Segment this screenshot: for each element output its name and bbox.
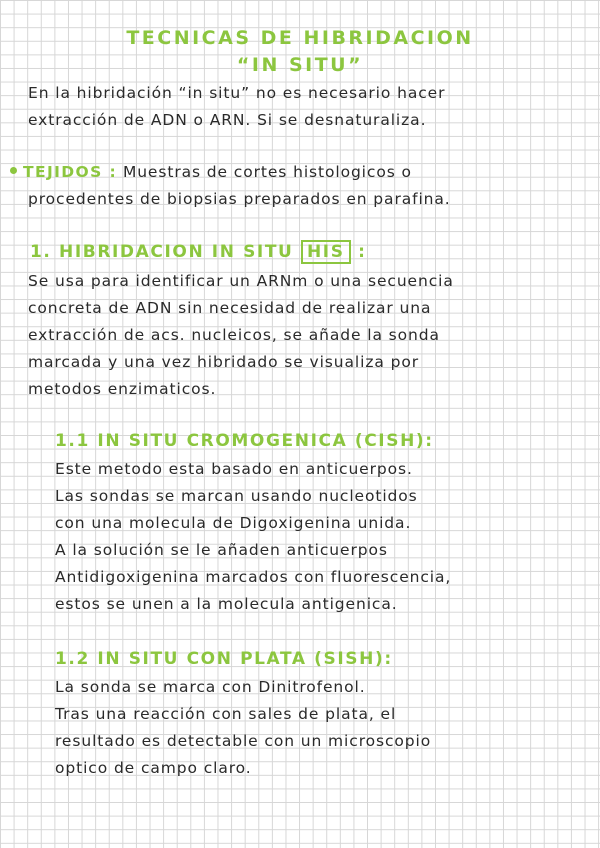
section-1-1-line: Antidigoxigenina marcados con fluorescencia, xyxy=(55,568,452,586)
section-1-line: marcada y una vez hibridado se visualiza por xyxy=(28,353,419,371)
section-1-1-heading: 1.1 IN SITU CROMOGENICA (CISH): xyxy=(55,431,434,451)
intro-line-1: En la hibridación “in situ” no es necesario hacer xyxy=(28,84,446,102)
section-1-1-line: con una molecula de Digoxigenina unida. xyxy=(55,514,412,532)
section-1-1-line: Este metodo esta basado en anticuerpos. xyxy=(55,460,413,478)
section-1-1-line: Las sondas se marcan usando nucleotidos xyxy=(55,487,418,505)
tejidos-line-1 xyxy=(10,163,412,181)
bullet-icon xyxy=(10,167,17,174)
section-1-2-heading: 1.2 IN SITU CON PLATA (SISH): xyxy=(55,649,393,669)
section-1-title: 1. HIBRIDACION IN SITU xyxy=(30,242,294,262)
section-1-1-line: estos se unen a la molecula antigenica. xyxy=(55,595,398,613)
tejidos-line-2: procedentes de biopsias preparados en parafina. xyxy=(28,190,451,208)
section-1-line: extracción de acs. nucleicos, se añade la sonda xyxy=(28,326,440,344)
section-1-2-line: resultado es detectable con un microscopio xyxy=(55,732,432,750)
his-box: HIS xyxy=(301,240,351,264)
section-1-heading xyxy=(30,240,367,264)
section-1-1-line: A la solución se le añaden anticuerpos xyxy=(55,541,388,559)
section-1-line: metodos enzimaticos. xyxy=(28,380,217,398)
section-1-line: Se usa para identificar un ARNm o una secuencia xyxy=(28,272,454,290)
tejidos-text-1: Muestras de cortes histologicos o xyxy=(122,163,412,181)
section-1-2-line: La sonda se marca con Dinitrofenol. xyxy=(55,678,366,696)
page-subtitle: “IN SITU” xyxy=(236,54,364,76)
section-1-2-line: optico de campo claro. xyxy=(55,759,252,777)
tejidos-label: TEJIDOS : xyxy=(23,163,118,181)
intro-line-2: extracción de ADN o ARN. Si se desnaturaliza. xyxy=(28,111,427,129)
section-1-2-line: Tras una reacción con sales de plata, el xyxy=(55,705,397,723)
section-1-line: concreta de ADN sin necesidad de realizar una xyxy=(28,299,432,317)
section-1-colon: : xyxy=(358,242,367,262)
page-title: TECNICAS DE HIBRIDACION xyxy=(126,27,474,49)
